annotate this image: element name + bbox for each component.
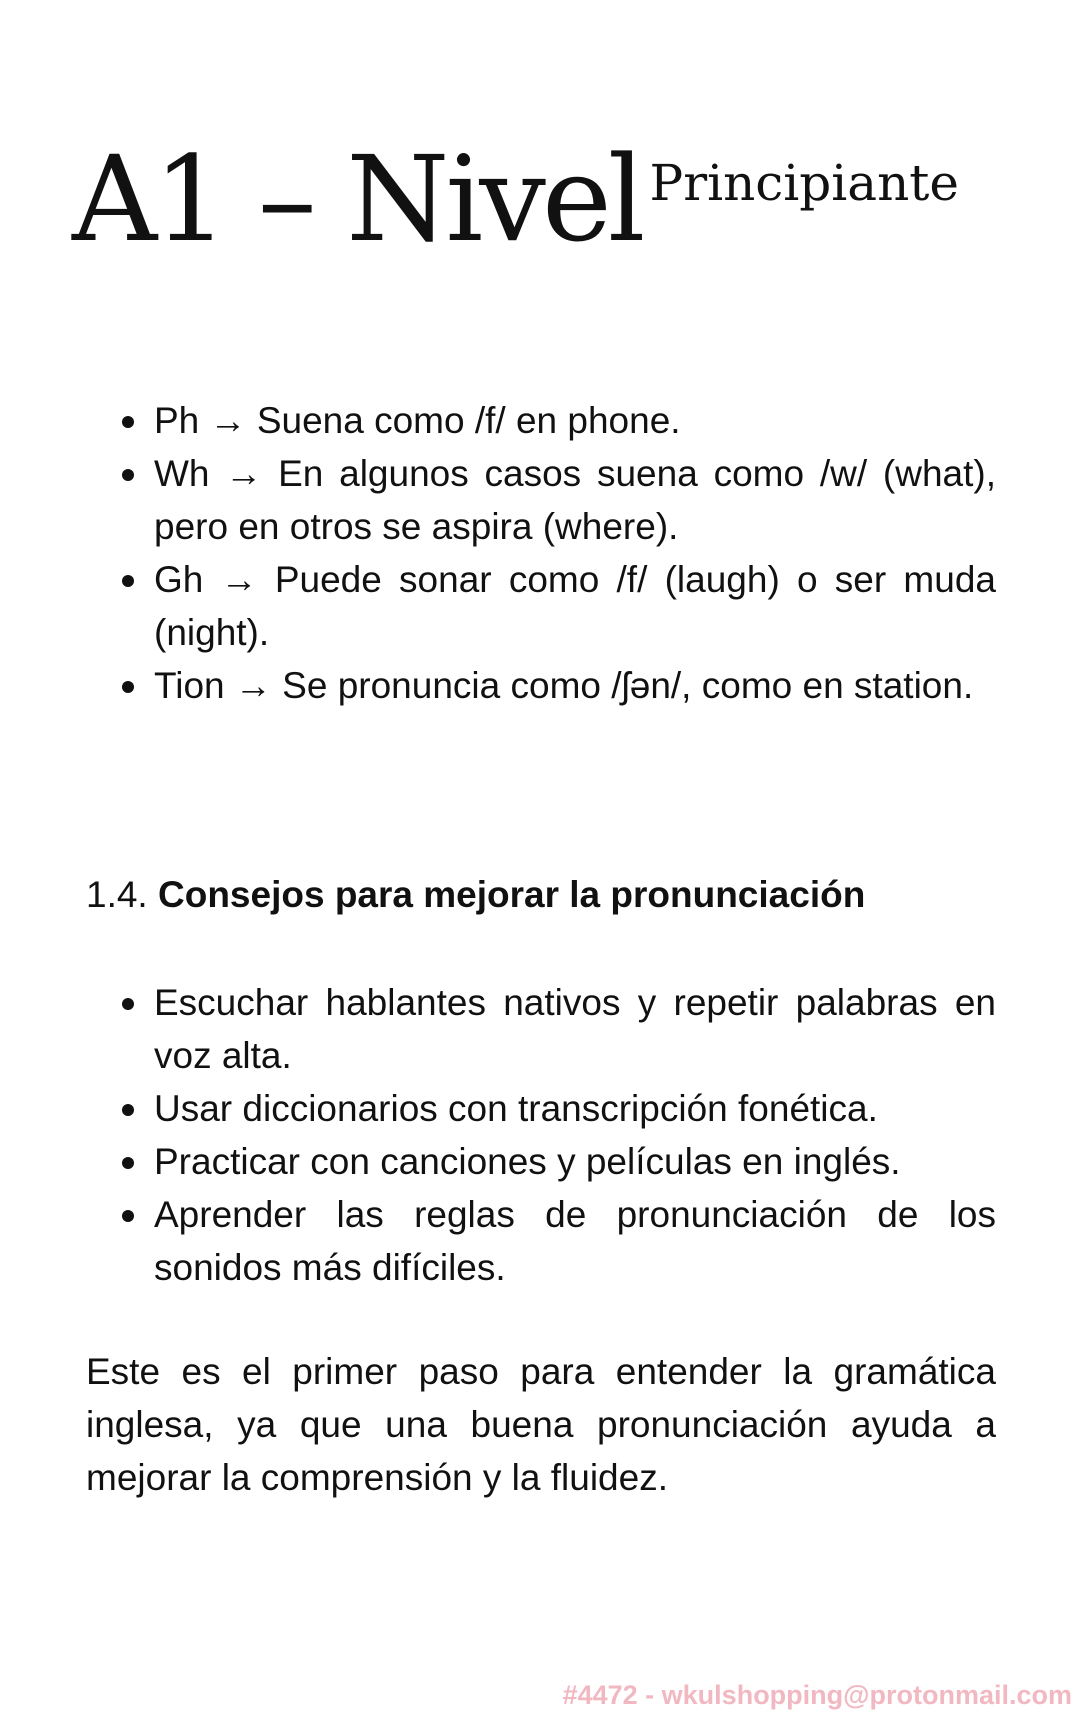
title-subtitle: Principiante xyxy=(649,154,959,212)
bullet-icon xyxy=(122,681,134,693)
pronunciation-list xyxy=(86,394,996,712)
page-title xyxy=(72,130,959,268)
section-title: Consejos para mejorar la pronunciación xyxy=(158,874,866,915)
list-item-text: Wh → En algunos casos suena como /w/ (what), pero en otros se aspira (where). xyxy=(154,453,996,547)
bullet-icon xyxy=(122,469,134,481)
bullet-icon xyxy=(122,1210,134,1222)
list-item xyxy=(86,1135,996,1188)
list-item-text: Gh → Puede sonar como /f/ (laugh) o ser muda (night). xyxy=(154,559,996,653)
tips-list xyxy=(86,976,996,1294)
list-item xyxy=(86,447,996,553)
bullet-icon xyxy=(122,416,134,428)
list-item xyxy=(86,1082,996,1135)
section-heading xyxy=(86,868,865,921)
list-item-text: Escuchar hablantes nativos y repetir palabras en voz alta. xyxy=(154,982,996,1076)
section-number: 1.4. xyxy=(86,874,148,915)
list-item-text: Aprender las reglas de pronunciación de los sonidos más difíciles. xyxy=(154,1194,996,1288)
list-item xyxy=(86,553,996,659)
watermark: #4472 - wkulshopping@protonmail.com xyxy=(562,1680,1072,1710)
bullet-icon xyxy=(122,1157,134,1169)
bullet-icon xyxy=(122,998,134,1010)
list-item-text: Tion → Se pronuncia como /ʃən/, como en station. xyxy=(154,665,974,706)
list-item xyxy=(86,1188,996,1294)
list-item-text: Ph → Suena como /f/ en phone. xyxy=(154,400,681,441)
bullet-icon xyxy=(122,575,134,587)
bullet-icon xyxy=(122,1104,134,1116)
list-item-text: Usar diccionarios con transcripción fonética. xyxy=(154,1088,878,1129)
title-main: A1 – Nivel xyxy=(72,130,642,268)
list-item xyxy=(86,659,996,712)
closing-paragraph: Este es el primer paso para entender la gramática inglesa, ya que una buena pronunciación ayuda a mejorar la comprensión y la fluidez. xyxy=(86,1351,996,1498)
list-item xyxy=(86,976,996,1082)
list-item-text: Practicar con canciones y películas en inglés. xyxy=(154,1141,901,1182)
list-item xyxy=(86,394,996,447)
